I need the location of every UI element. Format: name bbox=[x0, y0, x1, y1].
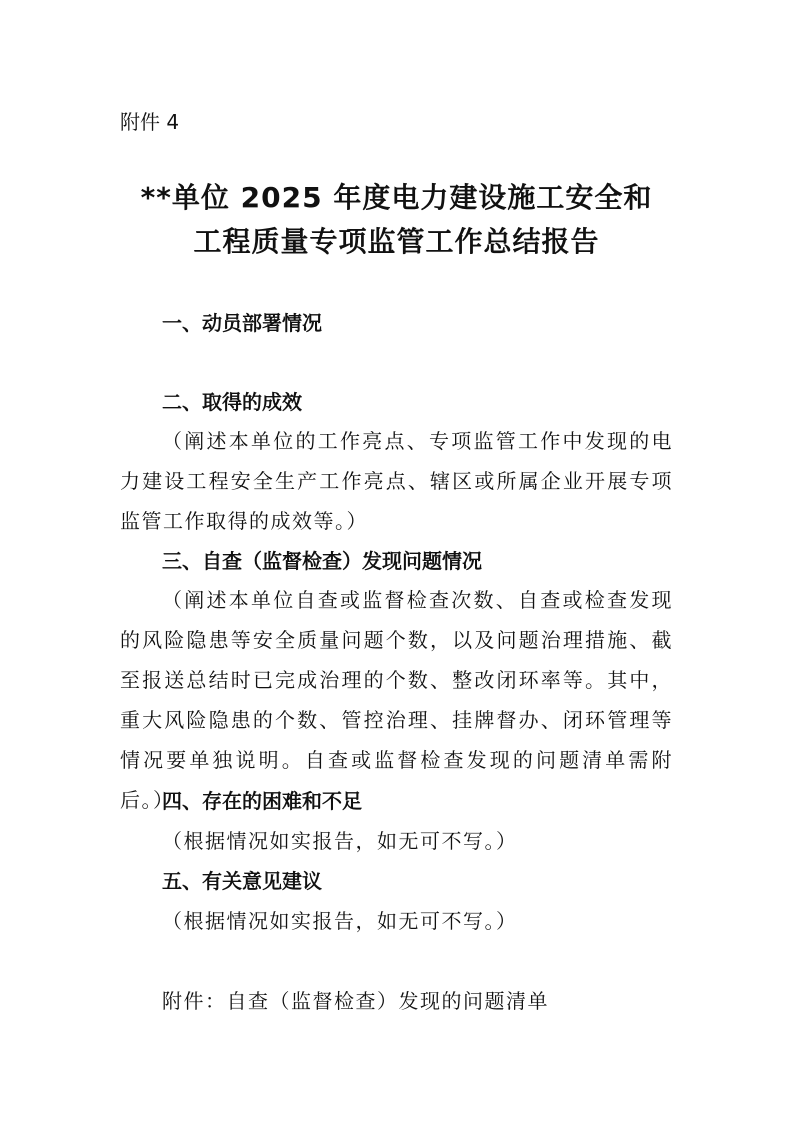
attachment-note: 附件：自查（监督检查）发现的问题清单 bbox=[162, 989, 549, 1013]
section-body-3: （阐述本单位自查或监督检查次数、自查或检查发现的风险隐患等安全质量问题个数，以及问题治理措施、截至报送总结时已完成治理的个数、整改闭环率等。其中，重大风险隐患的个数、管控治理、挂牌督办、闭环管理等情况要单独说明。自查或监督检查发现的问题清单需附后。） bbox=[120, 588, 673, 812]
section-heading-1: 一、动员部署情况 bbox=[162, 311, 322, 335]
document-title-line-1: **单位 2025 年度电力建设施工安全和 bbox=[140, 181, 653, 214]
section-body-4: （根据情况如实报告，如无可不写。） bbox=[162, 829, 518, 853]
section-heading-5: 五、有关意见建议 bbox=[162, 869, 322, 893]
annex-label: 附件 4 bbox=[120, 110, 180, 134]
document-title-line-2: 工程质量专项监管工作总结报告 bbox=[193, 225, 600, 258]
section-heading-3: 三、自查（监督检查）发现问题情况 bbox=[162, 549, 482, 573]
section-body-2: （阐述本单位的工作亮点、专项监管工作中发现的电力建设工程安全生产工作亮点、辖区或所属企业开展专项监管工作取得的成效等。） bbox=[120, 429, 673, 533]
section-body-5: （根据情况如实报告，如无可不写。） bbox=[162, 909, 518, 933]
section-heading-2: 二、取得的成效 bbox=[162, 390, 302, 414]
section-heading-4: 四、存在的困难和不足 bbox=[162, 789, 362, 813]
